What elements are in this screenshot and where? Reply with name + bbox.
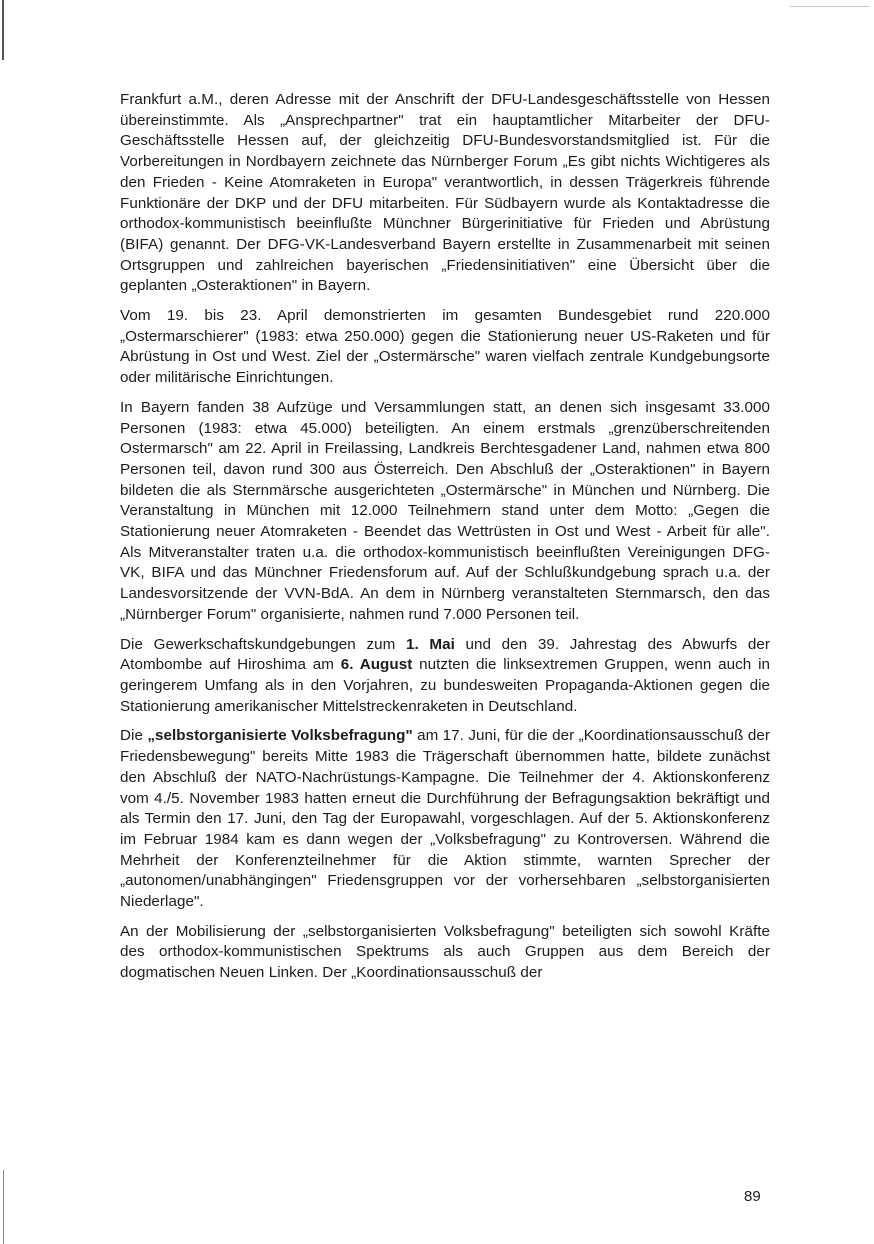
scan-edge-mark xyxy=(3,1170,4,1244)
paragraph-text: Die Gewerkschaftskundgebungen zum xyxy=(120,635,406,653)
paragraph-text: am 17. Juni, für die der „Koordinationsausschuß der Friedensbewegung" bereits Mitte 1983 die Trägerschaft übernommen hatte, bildete zunächst den Abschluß der NATO-Nachrüstungs-Kampagne. Die Teilnehmer der 4. Aktionskonferenz vom 4./5. November 1983 hatten erneut die Durchführung der Befragungsaktion bekräftigt und als Termin den 17. Juni, den Tag der Europawahl, vorgeschlagen. Auf der 5. Aktionskonferenz im Februar 1984 kam es dann wegen der „Volksbefragung" zu Kontroversen. Während die Mehrheit der Konferenzteilnehmer für die Aktion stimmte, warnten Sprecher der „autonomen/unabhängingen" Friedensgruppen vor der vorhersehbaren „selbstorganisierten Niederlage". xyxy=(120,727,770,911)
paragraph xyxy=(120,726,770,912)
bold-term: „selbstorganisierte Volksbefragung" xyxy=(147,727,413,745)
bold-date: 6. August xyxy=(340,656,413,674)
scan-edge-mark xyxy=(790,6,870,7)
scan-edge-mark xyxy=(2,0,4,60)
bold-date: 1. Mai xyxy=(405,635,455,653)
paragraph-text: nutzten die linksextremen Gruppen, wenn auch in geringerem Umfang als in den Vorjahren, zu bundesweiten Propaganda-Aktionen gegen die Stationierung amerikanischer Mittelstreckenraketen in Deutschland. xyxy=(120,656,770,715)
paragraph: An der Mobilisierung der „selbstorganisierten Volksbefragung" beteiligten sich sowohl Kräfte des orthodox-kommunistischen Spektrums als auch Gruppen aus dem Bereich der dogmatischen Neuen Linken. Der „Koordinationsausschuß der xyxy=(120,922,770,982)
paragraph: Vom 19. bis 23. April demonstrierten im gesamten Bundesgebiet rund 220.000 „Ostermarschierer" (1983: etwa 250.000) gegen die Stationierung neuer US-Raketen und für Abrüstung in Ost und West. Ziel der „Ostermärsche" waren vielfach zentrale Kundgebungsorte oder militärische Einrichtungen. xyxy=(120,307,770,387)
paragraph-text: Die xyxy=(120,727,148,745)
page-number: 89 xyxy=(744,1188,761,1205)
paragraph-text: und den 39. Jahrestag des Abwurfs der Atombombe auf Hiroshima am xyxy=(120,635,770,674)
body-text xyxy=(120,90,770,993)
paragraph: Frankfurt a.M., deren Adresse mit der Anschrift der DFU-Landesgeschäftsstelle von Hessen übereinstimmte. Als „Ansprechpartner" trat ein hauptamtlicher Mitarbeiter der DFU-Geschäftsstelle Hessen auf, der gleichzeitig DFU-Bundesvorstandsmitglied ist. Für die Vorbereitungen in Nordbayern zeichnete das Nürnberger Forum „Es gibt nichts Wichtigeres als den Frieden - Keine Atomraketen in Europa" verantwortlich, in dessen Trägerkreis führende Funktionäre der DKP und der DFU mitarbeiten. Für Südbayern wurde als Kontaktadresse die orthodox-kommunistisch beeinflußte Münchner Bürgerinitiative für Frieden und Abrüstung (BIFA) genannt. Der DFG-VK-Landesverband Bayern erstellte in Zusammenarbeit mit seinen Ortsgruppen und zahlreichen bayerischen „Friedensinitiativen" eine Übersicht über die geplanten „Osteraktionen" in Bayern. xyxy=(120,91,770,295)
paragraph xyxy=(120,635,770,718)
paragraph: In Bayern fanden 38 Aufzüge und Versammlungen statt, an denen sich insgesamt 33.000 Personen (1983: etwa 45.000) beteiligten. An einem erstmals „grenzüberschreitenden Ostermarsch" am 22. April in Freilassing, Landkreis Berchtesgadener Land, nahmen etwa 800 Personen teil, davon rund 300 aus Österreich. Den Abschluß der „Osteraktionen" in Bayern bildeten die als Sternmärsche ausgerichteten „Ostermärsche" in München und Nürnberg. Die Veranstaltung in München mit 12.000 Teilnehmern stand unter dem Motto: „Gegen die Stationierung neuer Atomraketen - Beendet das Wettrüsten in Ost und West - Arbeit für alle". Als Mitveranstalter traten u.a. die orthodox-kommunistisch beeinflußten Vereinigungen DFG-VK, BIFA und das Münchner Friedensforum auf. Auf der Schlußkundgebung sprach u.a. der Landesvorsitzende der VVN-BdA. An dem in Nürnberg veranstalteten Sternmarsch, den das „Nürnberger Forum" organisierte, nahmen rund 7.000 Personen teil. xyxy=(120,398,770,623)
